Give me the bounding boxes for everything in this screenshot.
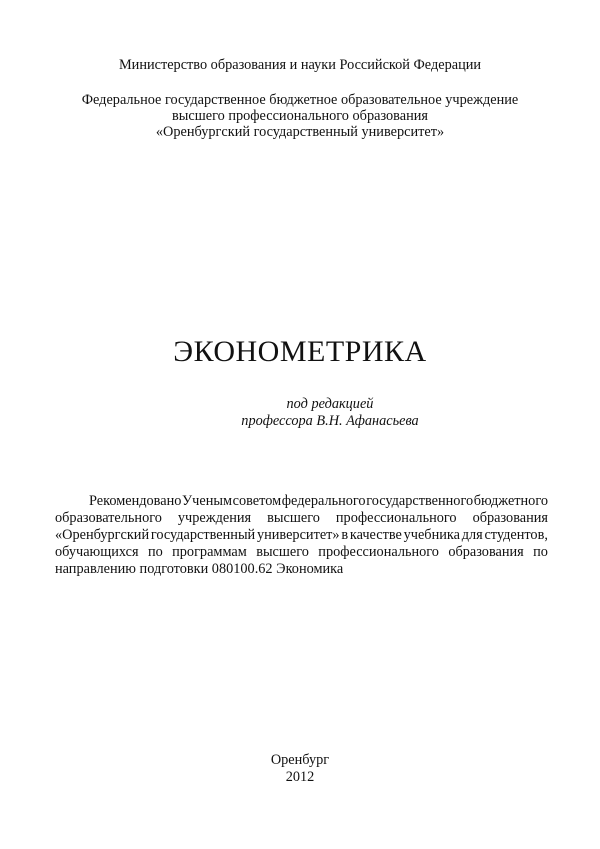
recommendation-word: образования [472,510,548,526]
recommendation-word: студентов, [484,527,548,543]
editor-line-2: профессора В.Н. Афанасьева [241,413,419,429]
recommendation-line [55,493,548,510]
recommendation-word: бюджетного [473,493,548,509]
recommendation-word: обучающихся [55,544,139,560]
recommendation-word: государственного [366,493,474,509]
recommendation-word: в [341,527,349,543]
recommendation-word: образовательного [55,510,162,526]
recommendation-word: профессионального [335,510,457,526]
ministry-line: Министерство образования и науки Российской Федерации [118,57,482,73]
recommendation-word: высшего [256,544,309,560]
recommendation-word: Рекомендовано [89,493,182,509]
recommendation-word: «Оренбургский [55,527,150,543]
recommendation-word: федерального [281,493,366,509]
recommendation-word: программам [172,544,247,560]
recommendation-paragraph [55,493,548,578]
institution-line-3: «Оренбургский государственный университет» [155,124,445,140]
recommendation-word: учреждения [177,510,252,526]
recommendation-word: профессионального [318,544,439,560]
recommendation-word: университет» [256,527,340,543]
city: Оренбург [270,752,330,768]
year: 2012 [285,769,315,785]
recommendation-word: качестве [349,527,402,543]
recommendation-word: по [147,544,163,560]
recommendation-word: для [461,527,483,543]
recommendation-word: советом [232,493,282,509]
recommendation-line [55,527,548,544]
institution-line-1: Федеральное государственное бюджетное образовательное учреждение [81,92,519,108]
recommendation-text: направлению подготовки 080100.62 Экономика [55,561,344,577]
recommendation-word: Ученым [182,493,232,509]
recommendation-word: учебника [403,527,460,543]
recommendation-line [55,561,548,578]
recommendation-word: государственный [150,527,256,543]
book-title: ЭКОНОМЕТРИКА [173,335,427,368]
editor-line-1: под редакцией [286,396,374,412]
recommendation-word: высшего [267,510,320,526]
recommendation-line [55,544,548,561]
recommendation-line [55,510,548,527]
recommendation-word: образования [448,544,524,560]
institution-line-2: высшего профессионального образования [172,108,428,124]
recommendation-word: по [533,544,548,560]
